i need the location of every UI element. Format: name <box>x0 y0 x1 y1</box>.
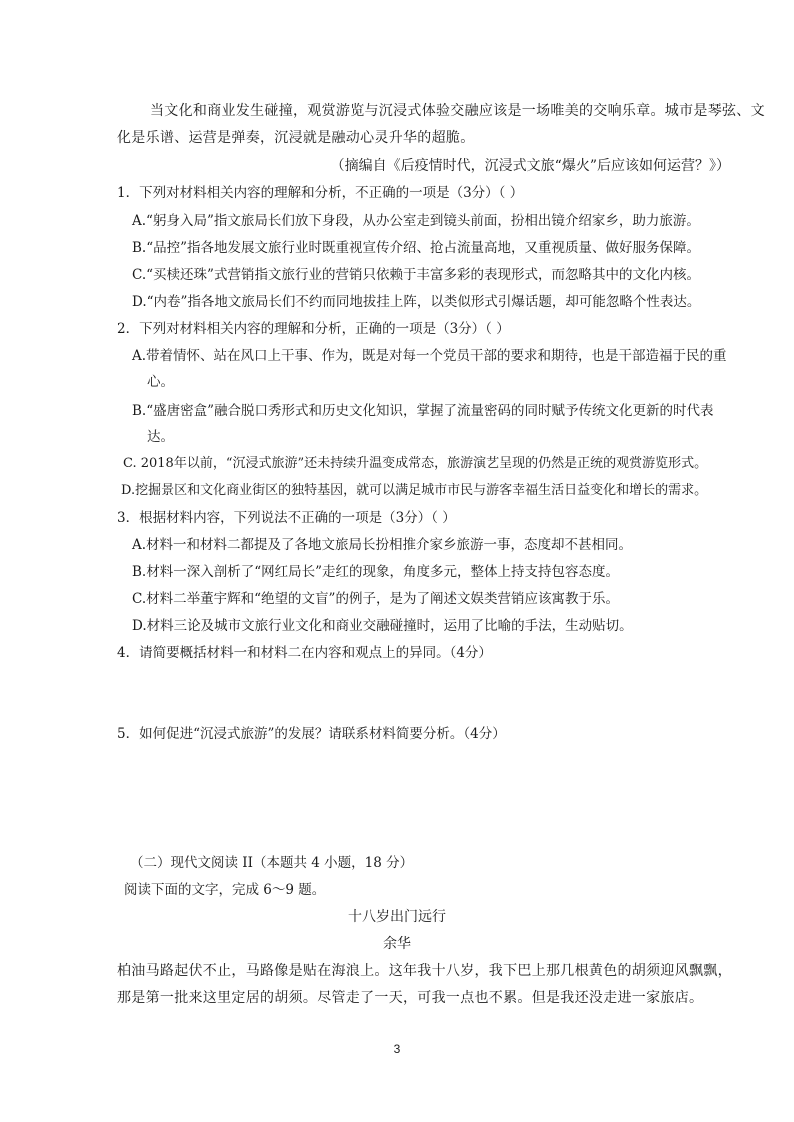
question-1-option-b: B.“品控”指各地发展文旅行业时既重视宣传介绍、抢占流量高地，又重视质量、做好服务保障。 <box>132 240 701 256</box>
question-1-option-a: A.“躬身入局”指文旅局长们放下身段，从办公室走到镜头前面，扮相出镜介绍家乡，助力旅游。 <box>132 213 700 229</box>
reading-instruction: 阅读下面的文字，完成 6～9 题。 <box>124 882 326 898</box>
question-2-option-c: C. 2018年以前，“沉浸式旅游”还未持续升温变成常态，旅游演艺呈现的仍然是正统的观赏游览形式。 <box>123 456 708 471</box>
question-5-stem: 5．如何促进“沉浸式旅游”的发展？请联系材料简要分析。（4分） <box>117 726 506 742</box>
question-2-option-a-continued: 心。 <box>147 374 174 390</box>
question-2-option-b-continued: 达。 <box>147 429 174 445</box>
question-1-stem: 1．下列对材料相关内容的理解和分析，不正确的一项是（3分）（ ） <box>117 185 524 201</box>
question-3-option-b: B.材料一深入剖析了“网红局长”走红的现象，角度多元，整体上持支持包容态度。 <box>132 564 620 580</box>
question-3-option-c: C.材料二举董宇辉和“绝望的文盲”的例子，是为了阐述文娱类营销应该寓教于乐。 <box>132 591 619 607</box>
question-4-stem: 4．请简要概括材料一和材料二在内容和观点上的异同。（4分） <box>117 645 492 661</box>
section-heading: （二）现代文阅读 II（本题共 4 小题，18 分） <box>130 855 414 871</box>
question-2-stem: 2．下列对材料相关内容的理解和分析，正确的一项是（3分）（ ） <box>117 321 510 337</box>
question-1-option-c: C.“买椟还珠”式营销指文旅行业的营销只依赖于丰富多彩的表现形式，而忽略其中的文化内核。 <box>132 267 700 283</box>
question-1-option-d: D.“内卷”指各地文旅局长们不约而同地拔挂上阵，以类似形式引爆话题，却可能忽略个性表达。 <box>132 294 701 310</box>
question-3-option-a: A.材料一和材料二都提及了各地文旅局长扮相推介家乡旅游一事，态度却不甚相同。 <box>132 537 633 553</box>
intro-paragraph-line-1: 当文化和商业发生碰撞，观赏游览与沉浸式体验交融应该是一场唯美的交响乐章。城市是琴弦、文 <box>150 103 765 119</box>
intro-paragraph-line-2: 化是乐谱、运营是弹奏，沉浸就是融动心灵升华的超脆。 <box>117 130 475 146</box>
story-title: 十八岁出门远行 <box>348 909 446 925</box>
question-3-stem: 3．根据材料内容，下列说法不正确的一项是（3分）（ ） <box>117 510 456 526</box>
source-citation: （摘编自《后疫情时代，沉浸式文旅“爆火”后应该如何运营？》） <box>330 158 730 174</box>
question-2-option-d: D.挖掘景区和文化商业街区的独特基因，就可以满足城市市民与游客幸福生活日益变化和增长的需求。 <box>121 483 708 498</box>
story-paragraph-line-2: 那是第一批来这里定居的胡须。尽管走了一天，可我一点也不累。但是我还没走进一家旅店。 <box>117 990 704 1006</box>
question-3-option-d: D.材料三论及城市文旅行业文化和商业交融碰撞时，运用了比喻的手法，生动贴切。 <box>132 618 633 634</box>
story-author: 余华 <box>383 936 411 952</box>
page-number: 3 <box>393 1042 401 1056</box>
question-2-option-a: A.带着情怀、站在风口上干事、作为，既是对每一个党员干部的要求和期待，也是干部造福于民的重 <box>132 348 727 364</box>
story-paragraph-line-1: 柏油马路起伏不止，马路像是贴在海浪上。这年我十八岁，我下巴上那几根黄色的胡须迎风飘飘， <box>117 963 732 979</box>
question-2-option-b: B.“盛唐密盒”融合脱口秀形式和历史文化知识，掌握了流量密码的同时赋予传统文化更新的时代表 <box>132 403 714 419</box>
